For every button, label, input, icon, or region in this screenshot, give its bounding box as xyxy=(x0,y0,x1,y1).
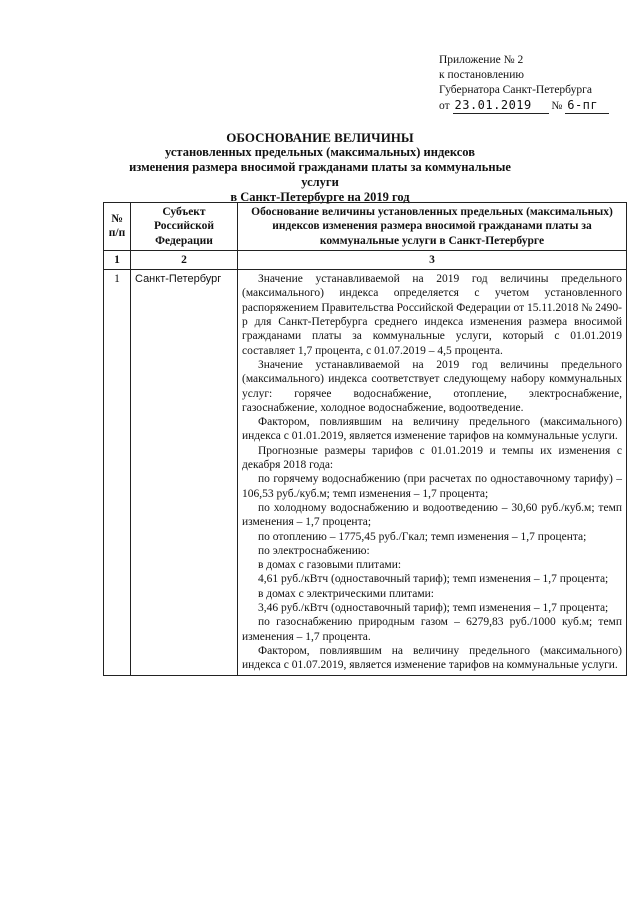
approval-line-1: Приложение № 2 xyxy=(439,54,524,66)
row-subject: Санкт-Петербург xyxy=(131,270,238,675)
approval-line-3: Губернатора Санкт-Петербурга xyxy=(439,84,592,96)
row-number: 1 xyxy=(104,270,131,675)
title-line-2: установленных предельных (максимальных) индексов xyxy=(165,145,475,159)
from-label: от xyxy=(439,100,450,112)
number-label: № xyxy=(551,100,563,112)
paragraph-7: по отоплению – 1775,45 руб./Гкал; темп изменения – 1,7 процента; xyxy=(258,530,587,543)
paragraph-6: по холодному водоснабжению и водоотведению – 30,60 руб./куб.м; темп изменения – 1,7 процента; xyxy=(242,501,622,529)
decree-number: 6-пг xyxy=(565,98,609,114)
paragraph-2: Значение устанавливаемой на 2019 год величины предельного (максимального) индекса соответствует следующему набору коммунальных услуг: горячее водоснабжение, отопление, электроснабжение, газоснабжение, холодное водоснабжение, водоотведение. xyxy=(242,358,622,414)
approval-block xyxy=(439,53,629,114)
column-number-row xyxy=(104,250,627,269)
document-title xyxy=(110,130,530,205)
justification-table xyxy=(103,202,627,676)
paragraph-4: Прогнозные размеры тарифов с 01.01.2019 и темпы их изменения с декабря 2018 года: xyxy=(242,444,622,472)
title-line-1: ОБОСНОВАНИЕ ВЕЛИЧИНЫ xyxy=(226,130,414,145)
paragraph-13: по газоснабжению природным газом – 6279,83 руб./1000 куб.м; темп изменения – 1,7 процента. xyxy=(242,616,622,643)
paragraph-10: 4,61 руб./кВтч (одноставочный тариф); темп изменения – 1,7 процента; xyxy=(258,573,609,586)
paragraph-11: в домах с электрическими плитами: xyxy=(258,587,434,600)
column-number-3: 3 xyxy=(238,250,627,269)
table-row xyxy=(104,270,627,675)
header-justification: Обоснование величины установленных предельных (максимальных) индексов изменения размера вносимой гражданами платы за коммунальные услуги в Санкт-Петербурге xyxy=(238,203,627,251)
paragraph-5: по горячему водоснабжению (при расчетах по одноставочному тарифу) – 106,53 руб./куб.м; темп изменения – 1,7 процента; xyxy=(242,473,622,500)
column-number-2: 2 xyxy=(131,250,238,269)
title-line-4: в Санкт-Петербурге на 2019 год xyxy=(230,190,410,204)
paragraph-1: Значение устанавливаемой на 2019 год величины предельного (максимального) индекса определяется с учетом установленного распоряжением Правительства Российской Федерации от 15.11.2018 № 2490-р для Санкт-Петербурга среднего индекса изменения размера вносимой гражданами платы за коммунальные услуги, который с 01.01.2019 составляет 1,7 процента, с 01.07.2019 – 4,5 процента. xyxy=(242,273,622,357)
paragraph-12: 3,46 руб./кВтч (одноставочный тариф); темп изменения – 1,7 процента; xyxy=(258,602,609,615)
title-line-3: изменения размера вносимой гражданами платы за коммунальные услуги xyxy=(129,160,511,189)
decree-date: 23.01.2019 xyxy=(453,98,549,114)
approval-line-2: к постановлению xyxy=(439,69,524,81)
row-justification xyxy=(238,270,627,675)
paragraph-8: по электроснабжению: xyxy=(258,544,370,557)
header-row xyxy=(104,203,627,251)
column-number-1: 1 xyxy=(104,250,131,269)
paragraph-14: Фактором, повлиявшим на величину предельного (максимального) индекса с 01.07.2019, является изменение тарифов на коммунальные услуги. xyxy=(242,644,622,672)
header-number: № п/п xyxy=(104,203,131,251)
paragraph-9: в домах с газовыми плитами: xyxy=(258,559,402,572)
paragraph-3: Фактором, повлиявшим на величину предельного (максимального) индекса с 01.01.2019, является изменение тарифов на коммунальные услуги. xyxy=(242,416,622,443)
header-subject: Субъект Российской Федерации xyxy=(131,203,238,251)
approval-date-line xyxy=(439,98,629,114)
